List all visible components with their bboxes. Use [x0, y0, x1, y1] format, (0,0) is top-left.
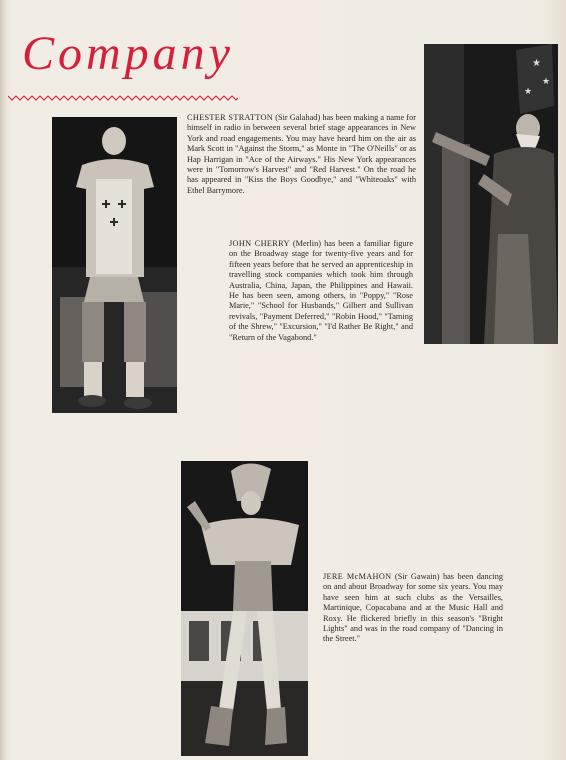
- bio-body: (Sir Gawain) has been dancing on and about Broadway for some six years. You may have seen him at such clubs as the Versailles, Martinique, Copacabana and at the Music Hall and Roxy. He flickered briefly in this season's "Bright Lights" and was in the road company of "Dancing in the Street.": [323, 572, 503, 644]
- bio-body: (Sir Galahad) has been making a name for himself in radio in between several brief stage appearances in New York and road engagements. You may have heard him on the air as Mark Scott in "Against the Storm," as Monte in "The O'Neills" or as Hap Harrigan in "Ace of the Airways." His New York appearances were in "Tomorrow's Harvest" and "Red Harvest." On the road he has appeared in "Kiss the Boys Goodbye," and "Whiteoaks" with Ethel Barrymore.: [187, 113, 416, 195]
- svg-text:★: ★: [524, 86, 533, 96]
- photo-john-cherry-merlin: [424, 44, 558, 344]
- decorative-zigzag-rule: [8, 94, 238, 102]
- photo-jere-mcmahon-gawain: [181, 461, 308, 756]
- bio-name: JERE McMAHON: [323, 572, 392, 581]
- bio-jere-mcmahon: [323, 572, 503, 645]
- bio-name: JOHN CHERRY: [229, 239, 290, 248]
- svg-text:★: ★: [532, 58, 541, 69]
- page-title: Company: [22, 27, 234, 80]
- page-binding-edge: [0, 0, 6, 760]
- bio-body: (Merlin) has been a familiar figure on the Broadway stage for twenty-five years and for fifteen years before that he served an apprenticeship in travelling stock companies which took him through Australia, China, Japan, the Philippines and Hawaii. He has been seen, among others, in "Poppy," "Rose Marie," "School for Husbands," Gilbert and Sullivan revivals, "Payment Deferred," "Robin Hood," "Taming of the Shrew," "Excursion," "I'd Rather Be Right," and "Return of the Vagabond.": [229, 239, 414, 342]
- bio-chester-stratton: [187, 113, 416, 196]
- bio-john-cherry: [229, 239, 413, 343]
- svg-text:★: ★: [542, 76, 551, 86]
- bio-name: CHESTER STRATTON: [187, 113, 274, 122]
- photo-chester-stratton-galahad: [52, 117, 177, 413]
